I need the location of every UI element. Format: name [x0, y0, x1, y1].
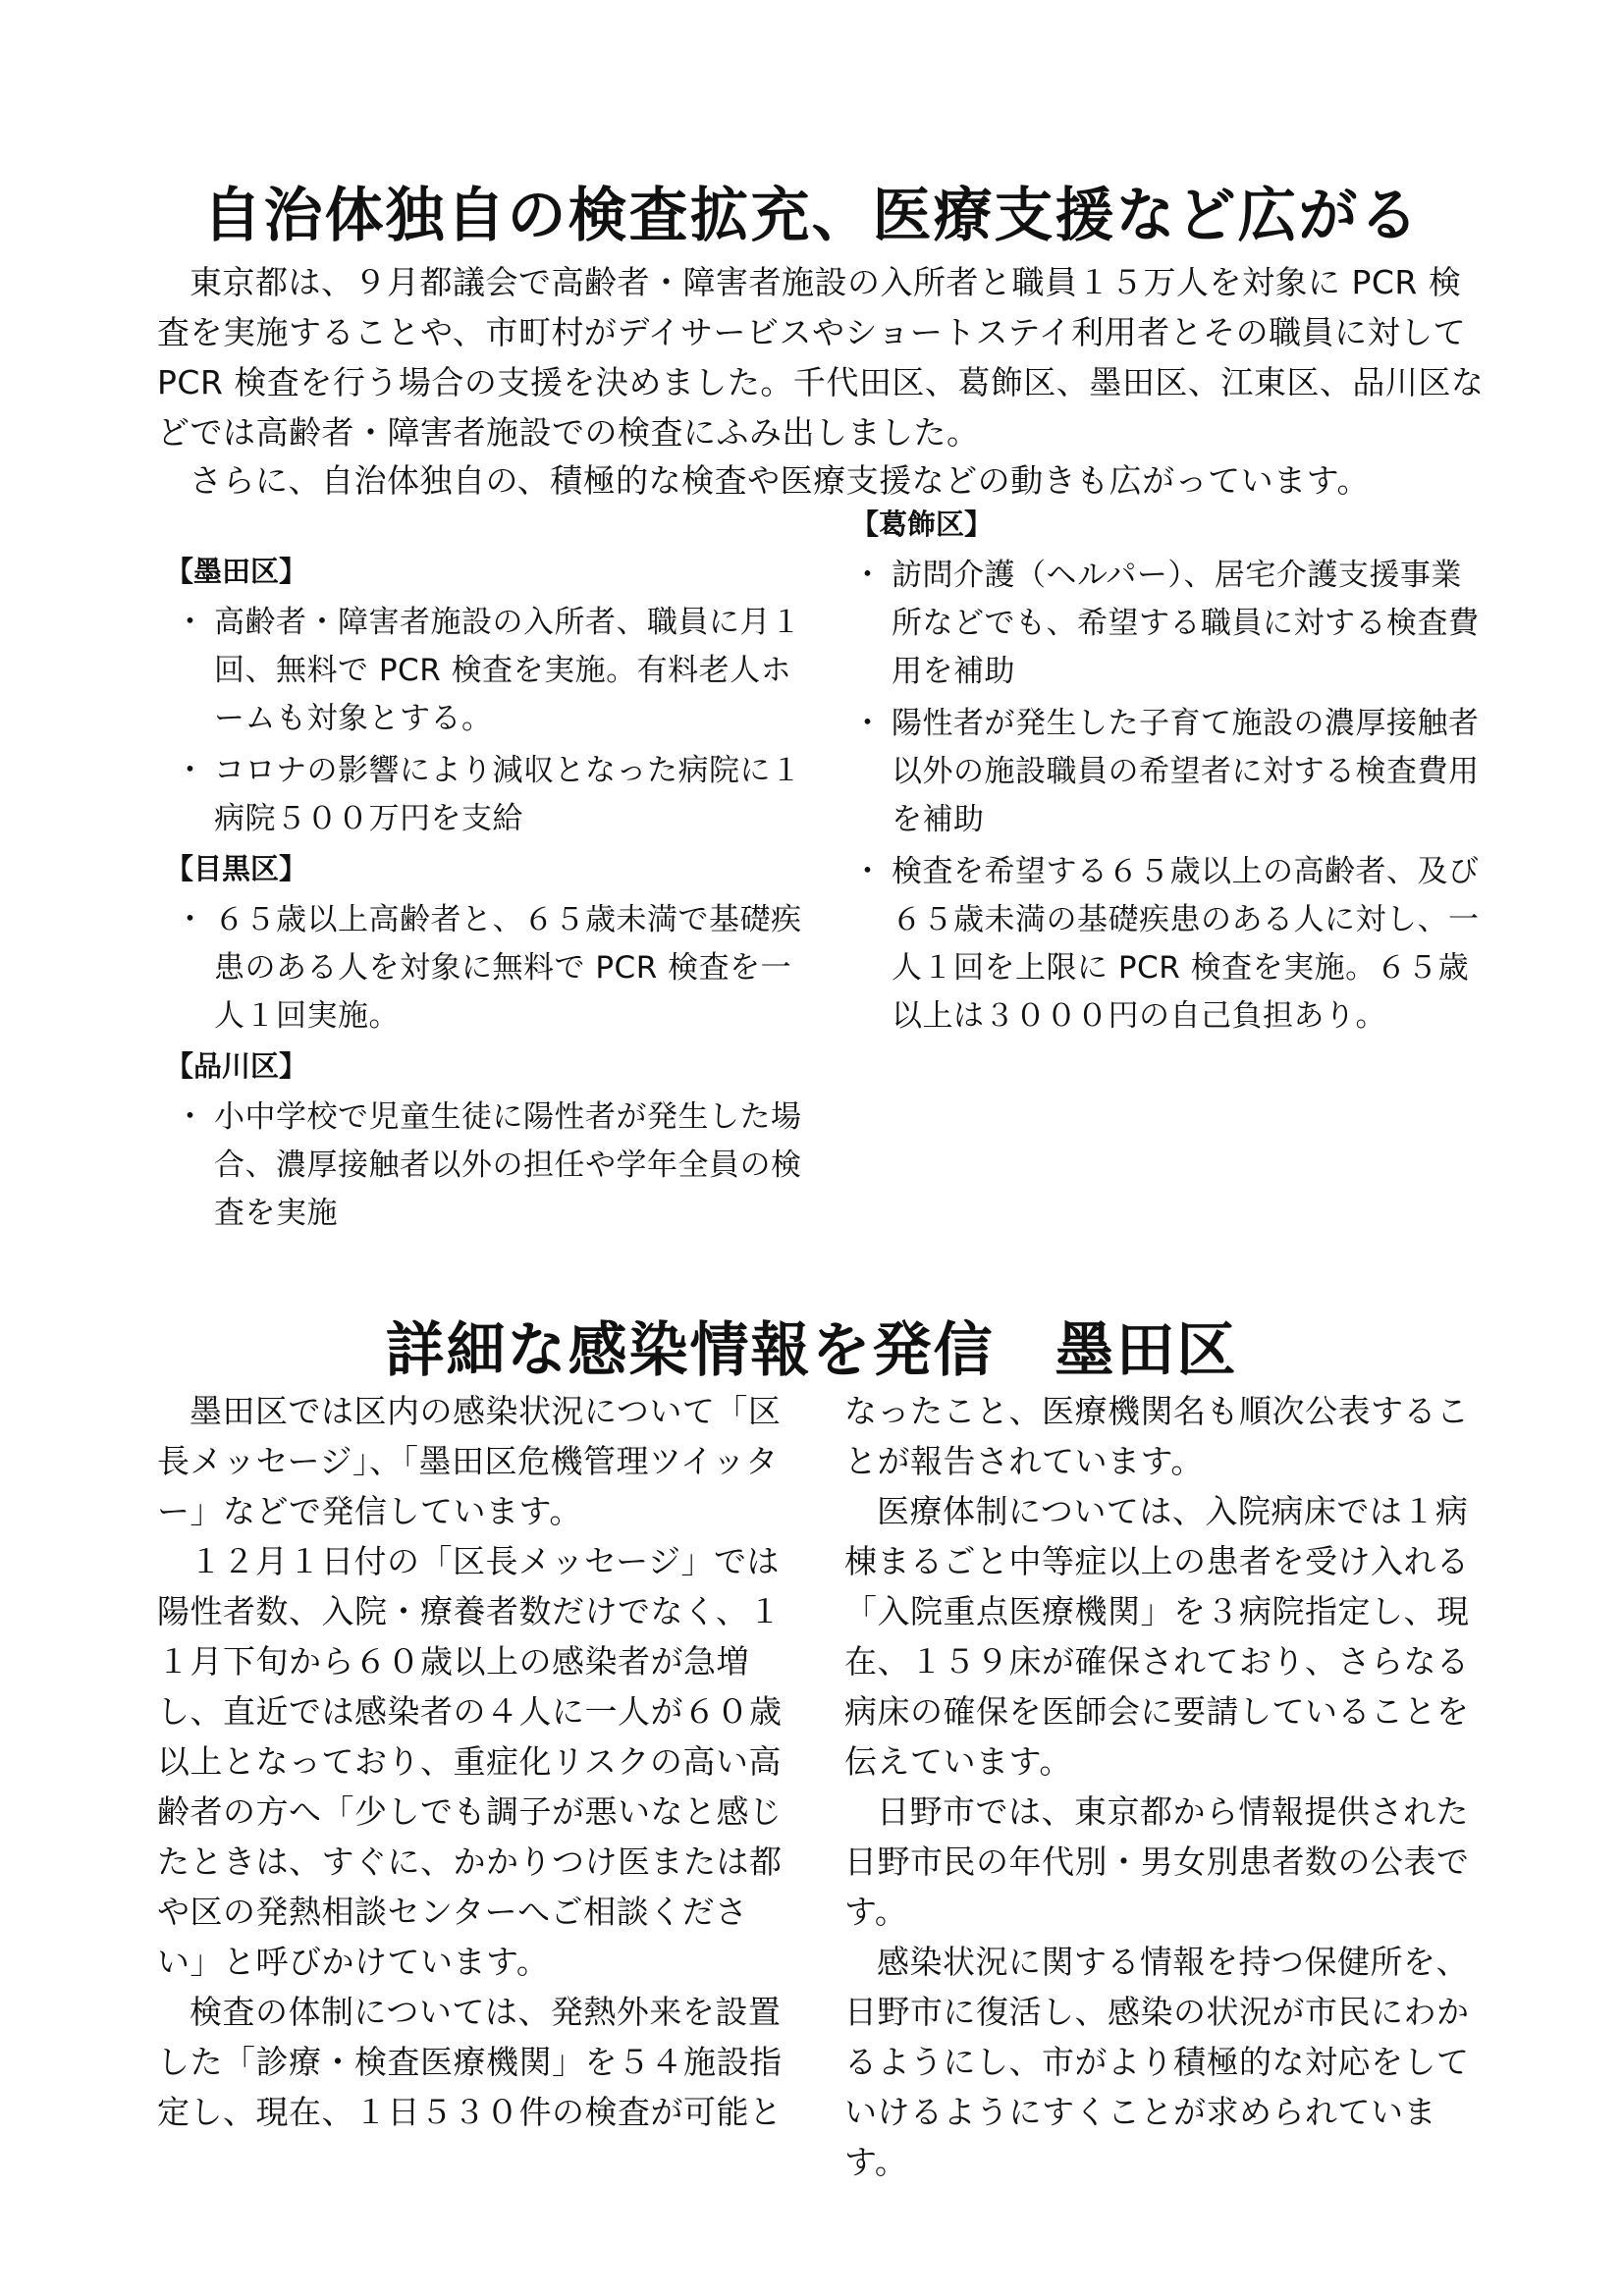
measure-item: ・ 小中学校で児童生徒に陽性者が発生した場合、濃厚接触者以外の担任や学年全員の検査を実施 [157, 1094, 805, 1238]
article-title-infection-info: 詳細な感染情報を発信 墨田区 [385, 1316, 1238, 1385]
ward-section-shinagawa [157, 1044, 805, 1238]
measure-item: ・ 検査を希望する６５歳以上の高齢者、及び６５歳未満の基礎疾患のある人に対し、一人１回を上限に PCR 検査を実施。６５歳以上は３０００円の自己負担あり。 [842, 848, 1490, 1041]
body-paragraph: なったこと、医療機関名も順次公表することが報告されています。 [844, 1392, 1470, 1480]
intro-paragraph-local-actions: さらに、自治体独自の、積極的な検査や医療支援などの動きも広がっています。 [189, 461, 1371, 500]
ward-heading-shinagawa: 【品川区】 [165, 1049, 308, 1083]
measure-item: ・ 陽性者が発生した子育て施設の濃厚接触者以外の施設職員の希望者に対する検査費用を補助 [842, 700, 1490, 844]
ward-measures-list [157, 599, 805, 843]
ward-measures-list [157, 896, 805, 1041]
article-title-testing-expansion: 自治体独自の検査拡充、医療支援など広がる [202, 182, 1421, 250]
ward-section-meguro [157, 847, 805, 1041]
ward-measures-list [157, 1094, 805, 1238]
ward-heading-sumida: 【墨田区】 [165, 555, 308, 588]
body-paragraph: 医療体制については、入院病床では１病棟まるごと中等症以上の患者を受け入れる「入院重点医療機関」を３病院指定し、現在、１５９床が確保されており、さらなる病床の確保を医師会に要請していることを伝えています。 [844, 1492, 1470, 1781]
body-paragraph: 日野市では、東京都から情報提供された日野市民の年代別・男女別患者数の公表です。 [844, 1792, 1470, 1931]
ward-section-sumida [157, 550, 805, 843]
ward-heading-meguro: 【目黒区】 [165, 852, 308, 885]
measure-item: ・ 訪問介護（ヘルパー）、居宅介護支援事業所などでも、希望する職員に対する検査費用を補助 [842, 552, 1490, 696]
ward-measures-list [842, 552, 1490, 1041]
article2-right-column [844, 1386, 1488, 2187]
measure-item: ・ 高齢者・障害者施設の入所者、職員に月１回、無料で PCR 検査を実施。有料老人ホームも対象とする。 [157, 599, 805, 743]
body-paragraph: 感染状況に関する情報を持つ保健所を、日野市に復活し、感染の状況が市民にわかるようにし、市がより積極的な対応をしていけるようにすくことが求められています。 [844, 1943, 1470, 2181]
ward-section-katsushika [842, 503, 1490, 1041]
body-paragraph: １２月１日付の「区長メッセージ」では陽性者数、入院・療養者数だけでなく、１１月下旬から６０歳以上の感染者が急増し、直近では感染者の４人に一人が６０歳以上となっており、重症化リスクの高い高齢者の方へ「少しでも調子が悪いなと感じたときは、すぐに、かかりつけ医または都や区の発熱相談センターへご相談ください」と呼びかけています。 [157, 1542, 783, 1981]
measure-item: ・ ６５歳以上高齢者と、６５歳未満で基礎疾患のある人を対象に無料で PCR 検査を一人１回実施。 [157, 896, 805, 1041]
article2-left-column [157, 1386, 785, 2137]
intro-paragraph-tokyo: 東京都は、９月都議会で高齢者・障害者施設の入所者と職員１５万人を対象に PCR 検査を実施することや、市町村がデイサービスやショートステイ利用者とその職員に対して PCR 検査を行う場合の支援を決めました。千代田区、葛飾区、墨田区、江東区、品川区などでは高齢者・障害者施設での検査にふみ出しました。 [157, 263, 1485, 452]
measure-item: ・ コロナの影響により減収となった病院に１病院５００万円を支給 [157, 747, 805, 843]
body-paragraph: 墨田区では区内の感染状況について「区長メッセージ」、「墨田区危機管理ツイッター」などで発信しています。 [157, 1392, 782, 1530]
body-paragraph: 検査の体制については、発熱外来を設置した「診療・検査医療機関」を５４施設指定し、現在、１日５３０件の検査が可能と [157, 1993, 783, 2131]
ward-measures-left-column [157, 550, 805, 1242]
ward-heading-katsushika: 【葛飾区】 [850, 507, 994, 541]
ward-measures-right-column [842, 503, 1490, 1044]
